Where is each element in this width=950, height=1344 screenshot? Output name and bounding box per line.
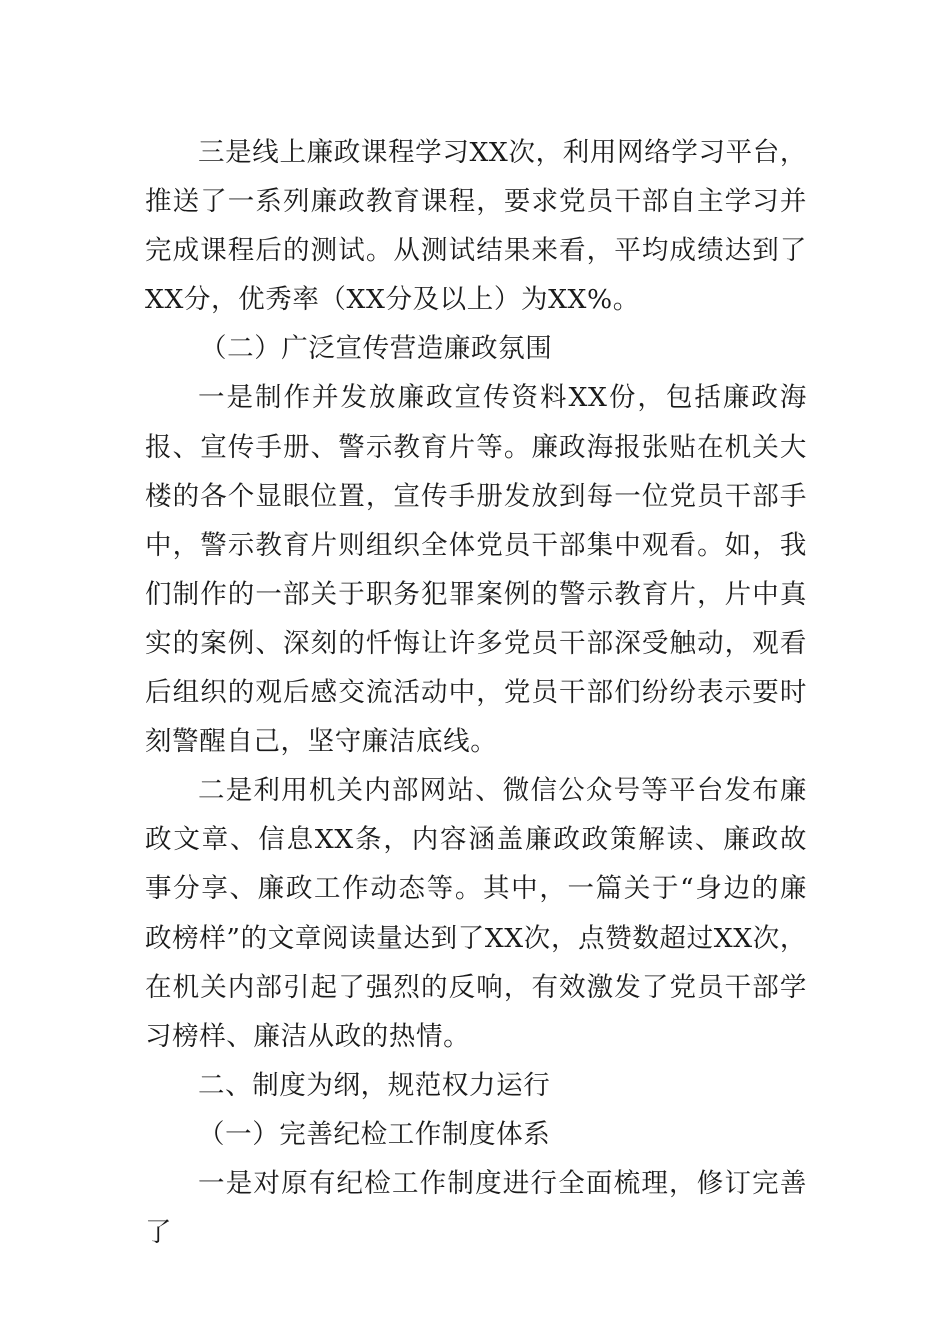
paragraph-platforms: 二是利用机关内部网站、微信公众号等平台发布廉政文章、信息XX条，内容涵盖廉政政策解读、廉政故事分享、廉政工作动态等。其中，一篇关于“身边的廉政榜样”的文章阅读量达到了XX次，点赞数超过XX次，在机关内部引起了强烈的反响，有效激发了党员干部学习榜样、廉洁从政的热情。: [145, 775, 807, 1052]
document-body: [145, 128, 807, 1257]
section-heading-system: 二、制度为纲，规范权力运行: [198, 1069, 551, 1101]
subheading-publicity: （二）广泛宣传营造廉政氛围: [200, 333, 553, 365]
subheading-system-improve: （一）完善纪检工作制度体系: [198, 1118, 551, 1150]
paragraph-review: 一是对原有纪检工作制度进行全面梳理，修订完善了: [145, 1167, 807, 1249]
paragraph-materials: 一是制作并发放廉政宣传资料XX份，包括廉政海报、宣传手册、警示教育片等。廉政海报张贴在机关大楼的各个显眼位置，宣传手册发放到每一位党员干部手中，警示教育片则组织全体党员干部集中观看。如，我们制作的一部关于职务犯罪案例的警示教育片，片中真实的案例、深刻的忏悔让许多党员干部深受触动，观看后组织的观后感交流活动中，党员干部们纷纷表示要时刻警醒自己，坚守廉洁底线。: [145, 382, 807, 758]
paragraph-online-course: 三是线上廉政课程学习XX次，利用网络学习平台，推送了一系列廉政教育课程，要求党员干部自主学习并完成课程后的测试。从测试结果来看，平均成绩达到了XX分，优秀率（XX分及以上）为XX%。: [145, 137, 807, 316]
